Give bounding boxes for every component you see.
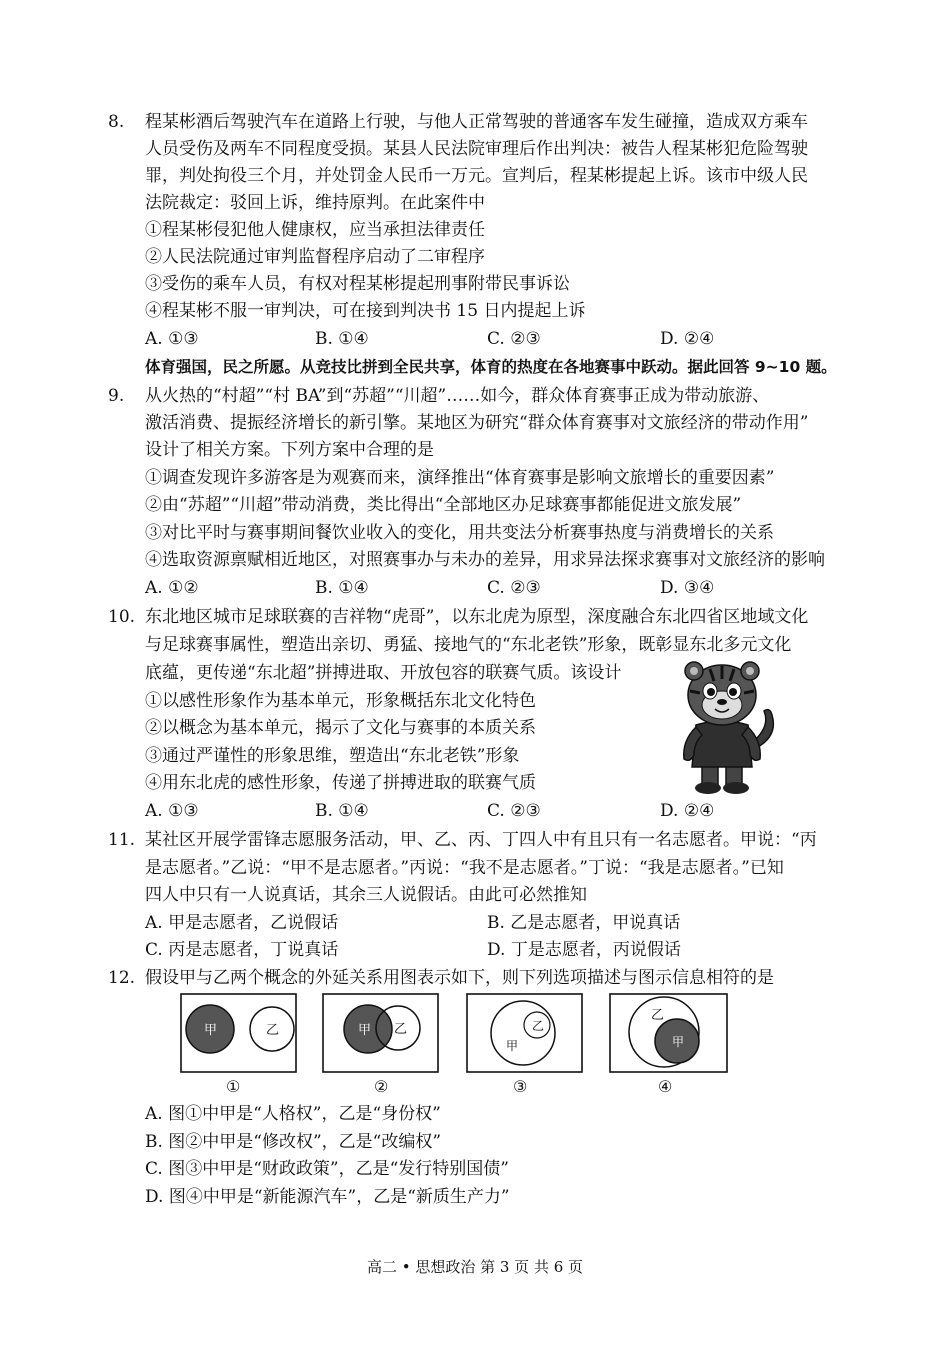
question-11-number: 11. [108, 830, 136, 850]
question-9-item: ①调查发现许多游客是为观赛而来，演绎推出“体育赛事是影响文旅增长的重要因素” [145, 468, 775, 488]
question-9-option-c: C. ②③ [487, 578, 541, 598]
question-12-option-c: C. 图③中甲是“财政政策”，乙是“发行特别国债” [145, 1159, 509, 1179]
venn-diagram-4 [610, 994, 727, 1072]
question-10-option-c: C. ②③ [487, 801, 541, 821]
question-8-option-b: B. ①④ [315, 329, 369, 349]
question-10-number: 10. [108, 607, 136, 627]
question-11-option-d: D. 丁是志愿者，丙说假话 [487, 940, 681, 960]
question-9-item: ③对比平时与赛事期间餐饮业收入的变化，用共变法分析赛事热度与消费增长的关系 [145, 523, 774, 543]
question-8-item: ①程某彬侵犯他人健康权，应当承担法律责任 [145, 220, 485, 240]
question-9-stem-line: 设计了相关方案。下列方案中合理的是 [145, 440, 434, 460]
question-8-stem-line: 法院裁定：驳回上诉，维持原判。在此案件中 [145, 193, 485, 213]
question-11-option-c: C. 丙是志愿者，丁说真话 [145, 940, 339, 960]
question-8-stem-line: 罪，判处拘役三个月，并处罚金人民币一万元。宣判后，程某彬提起上诉。该市中级人民 [145, 166, 808, 186]
question-8-stem-line: 人员受伤及两车不同程度受损。某县人民法院审理后作出判决：被告人程某彬犯危险驾驶 [145, 139, 808, 159]
venn-2-label-yi: 乙 [394, 1022, 408, 1037]
question-12-option-a: A. 图①中甲是“人格权”，乙是“身份权” [145, 1104, 441, 1124]
venn-2-number: ② [374, 1077, 389, 1096]
question-10-item: ④用东北虎的感性形象，传递了拼搏进取的联赛气质 [145, 773, 536, 793]
question-11-option-b: B. 乙是志愿者，甲说真话 [487, 913, 681, 933]
question-9-stem-line: 激活消费、提振经济增长的新引擎。某地区为研究“群众体育赛事对文旅经济的带动作用” [145, 413, 809, 433]
question-8-item: ③受伤的乘车人员，有权对程某彬提起刑事附带民事诉讼 [145, 274, 570, 294]
question-9-item: ④选取资源禀赋相近地区，对照赛事办与未办的差异，用求异法探求赛事对文旅经济的影响 [145, 550, 825, 570]
venn-3-label-jia: 甲 [506, 1039, 519, 1053]
question-11-stem-line: 是志愿者。”乙说：“甲不是志愿者。”丙说：“我不是志愿者。”丁说：“我是志愿者。”已知 [145, 858, 784, 878]
question-11-stem-line: 四人中只有一人说真话，其余三人说假话。由此可必然推知 [145, 885, 587, 905]
question-9-number: 9. [108, 386, 125, 406]
venn-2-label-jia: 甲 [358, 1023, 372, 1038]
passage-intro-9-10: 体育强国，民之所愿。从竞技比拼到全民共享，体育的热度在各地赛事中跃动。据此回答 9~10 题。 [145, 358, 837, 376]
venn-3-number: ③ [513, 1077, 528, 1096]
question-9-item: ②由“苏超”“川超”带动消费，类比得出“全部地区办足球赛事都能促进文旅发展” [145, 495, 742, 515]
question-10-item: ③通过严谨性的形象思维，塑造出“东北老铁”形象 [145, 746, 520, 766]
question-10-stem-line: 东北地区城市足球联赛的吉祥物“虎哥”，以东北虎为原型，深度融合东北四省区地域文化 [145, 607, 809, 627]
venn-1-number: ① [226, 1077, 241, 1096]
venn-diagrams [180, 993, 730, 1075]
page-footer: 高二 • 思想政治 第 3 页 共 6 页 [366, 1258, 584, 1276]
question-8-option-a: A. ①③ [145, 329, 199, 349]
venn-4-number: ④ [658, 1077, 673, 1096]
question-8-option-c: C. ②③ [487, 329, 541, 349]
question-12-stem-line: 假设甲与乙两个概念的外延关系用图表示如下，则下列选项描述与图示信息相符的是 [145, 968, 774, 988]
question-10-option-b: B. ①④ [315, 801, 369, 821]
question-8-item: ④程某彬不服一审判决，可在接到判决书 15 日内提起上诉 [145, 301, 586, 321]
venn-diagram-1 [181, 994, 296, 1072]
venn-diagram-2 [323, 994, 438, 1072]
question-9-stem-line: 从火热的“村超”“村 BA”到“苏超”“川超”……如今，群众体育赛事正成为带动旅游、 [145, 386, 770, 406]
question-12-option-b: B. 图②中甲是“修改权”，乙是“改编权” [145, 1132, 442, 1152]
venn-4-label-yi: 乙 [651, 1008, 665, 1023]
tiger-mascot-image [660, 655, 785, 795]
question-8-stem-line: 程某彬酒后驾驶汽车在道路上行驶，与他人正常驾驶的普通客车发生碰撞，造成双方乘车 [145, 112, 808, 132]
question-10-stem-line: 底蕴，更传递“东北超”拼搏进取、开放包容的联赛气质。该设计 [145, 663, 622, 683]
question-8-number: 8. [108, 112, 125, 132]
question-9-option-b: B. ①④ [315, 578, 369, 598]
question-10-option-a: A. ①③ [145, 801, 199, 821]
question-8-item: ②人民法院通过审判监督程序启动了二审程序 [145, 247, 485, 267]
venn-diagram-3 [467, 994, 582, 1072]
venn-4-label-jia: 甲 [672, 1035, 685, 1049]
question-9-option-d: D. ③④ [660, 578, 715, 598]
question-10-option-d: D. ②④ [660, 801, 715, 821]
question-9-option-a: A. ①② [145, 578, 199, 598]
question-10-stem-line: 与足球赛事属性，塑造出亲切、勇猛、接地气的“东北老铁”形象，既彰显东北多元文化 [145, 635, 792, 655]
question-12-option-d: D. 图④中甲是“新能源汽车”，乙是“新质生产力” [145, 1187, 510, 1207]
question-10-item: ①以感性形象作为基本单元，形象概括东北文化特色 [145, 691, 536, 711]
venn-1-label-yi: 乙 [266, 1023, 280, 1038]
question-12-number: 12. [108, 968, 136, 988]
venn-1-label-jia: 甲 [204, 1023, 218, 1038]
question-11-option-a: A. 甲是志愿者，乙说假话 [145, 913, 339, 933]
question-10-item: ②以概念为基本单元，揭示了文化与赛事的本质关系 [145, 718, 536, 738]
question-11-stem-line: 某社区开展学雷锋志愿服务活动，甲、乙、丙、丁四人中有且只有一名志愿者。甲说：“丙 [145, 830, 817, 850]
venn-3-label-yi: 乙 [532, 1019, 545, 1033]
question-8-option-d: D. ②④ [660, 329, 715, 349]
